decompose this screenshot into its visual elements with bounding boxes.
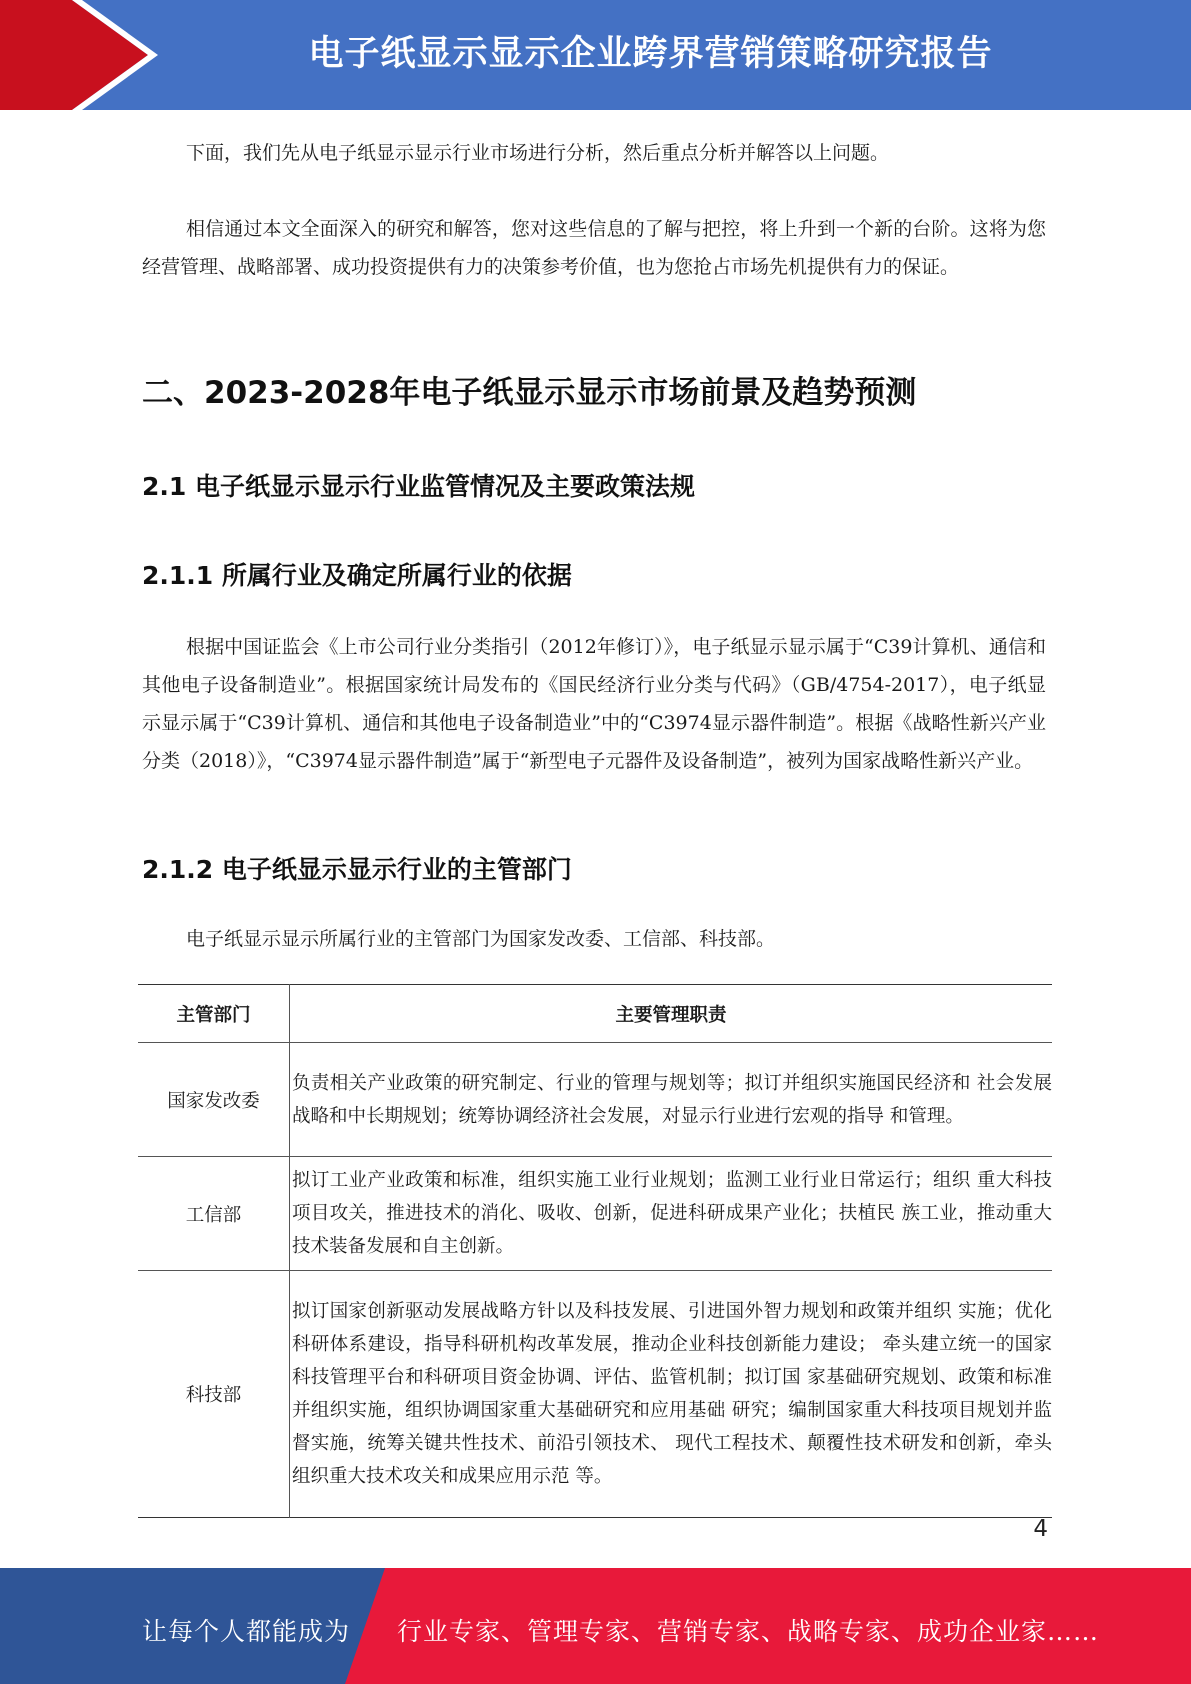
table-row — [138, 1271, 1052, 1518]
section-heading: 二、2023-2028年电子纸显示显示市场前景及趋势预测 — [142, 375, 917, 411]
table-cell-duty: 拟订国家创新驱动发展战略方针以及科技发展、引进国外智力规划和政策并组织 实施；优化科研体系建设，指导科研机构改革发展，推动企业科技创新能力建设； 牵头建立统一的国家科技管理平台和科研项目资金协调、评估、监管机制；拟订国 家基础研究规划、政策和标准并组织实施，组织协调国家重大基础研究和应用基础 研究；编制国家重大科技项目规划并监督实施，统筹关键共性技术、前沿引领技术、 现代工程技术、颠覆性技术研发和创新，牵头组织重大技术攻关和成果应用示范 等。 — [292, 1301, 1052, 1487]
authorities-table — [138, 984, 1052, 1518]
intro-paragraph-2: 相信通过本文全面深入的研究和解答，您对这些信息的了解与把控，将上升到一个新的台阶。这将为您经营管理、战略部署、成功投资提供有力的决策参考价值，也为您抢占市场先机提供有力的保证。 — [142, 218, 1046, 278]
authorities-paragraph: 电子纸显示显示所属行业的主管部门为国家发改委、工信部、科技部。 — [186, 928, 776, 950]
table-cell-dept: 工信部 — [138, 1157, 290, 1271]
table-header-row — [138, 985, 1052, 1043]
footer-slogan-right: 行业专家、管理专家、营销专家、战略专家、成功企业家…… — [397, 1617, 1100, 1646]
subsection-heading-2-1-1: 2.1.1 所属行业及确定所属行业的依据 — [142, 561, 572, 590]
table-row — [138, 1157, 1052, 1271]
table-cell-duty: 拟订工业产业政策和标准，组织实施工业行业规划；监测工业行业日常运行；组织 重大科技项目攻关，推进技术的消化、吸收、创新，促进科研成果产业化；扶植民 族工业，推动重大技术装备发展和自主创新。 — [292, 1170, 1052, 1257]
industry-classification-paragraph: 根据中国证监会《上市公司行业分类指引（2012年修订）》，电子纸显示显示属于“C39计算机、通信和其他电子设备制造业”。根据国家统计局发布的《国民经济行业分类与代码》（GB/4754-2017），电子纸显示显示属于“C39计算机、通信和其他电子设备制造业”中的“C3974显示器件制造”。根据《战略性新兴产业分类（2018）》，“C3974显示器件制造”属于“新型电子元器件及设备制造”，被列为国家战略性新兴产业。 — [142, 636, 1046, 772]
footer-banner — [0, 1568, 1191, 1684]
footer-slogan-left: 让每个人都能成为 — [142, 1617, 351, 1646]
header-banner — [0, 0, 1191, 110]
table-cell-duty: 负责相关产业政策的研究制定、行业的管理与规划等；拟订并组织实施国民经济和 社会发展战略和中长期规划；统筹协调经济社会发展，对显示行业进行宏观的指导 和管理。 — [292, 1072, 1052, 1127]
page-number: 4 — [1033, 1516, 1048, 1542]
table-row — [138, 1043, 1052, 1157]
table-cell-dept: 科技部 — [138, 1271, 290, 1518]
subsection-heading-2-1: 2.1 电子纸显示显示行业监管情况及主要政策法规 — [142, 472, 695, 501]
table-cell-dept: 国家发改委 — [138, 1043, 290, 1157]
report-title: 电子纸显示显示企业跨界营销策略研究报告 — [308, 34, 993, 74]
intro-paragraph-1: 下面，我们先从电子纸显示显示行业市场进行分析，然后重点分析并解答以上问题。 — [186, 142, 890, 164]
table-header-dept: 主管部门 — [138, 985, 290, 1043]
subsection-heading-2-1-2: 2.1.2 电子纸显示显示行业的主管部门 — [142, 855, 572, 884]
table-header-duty: 主要管理职责 — [615, 1004, 727, 1026]
